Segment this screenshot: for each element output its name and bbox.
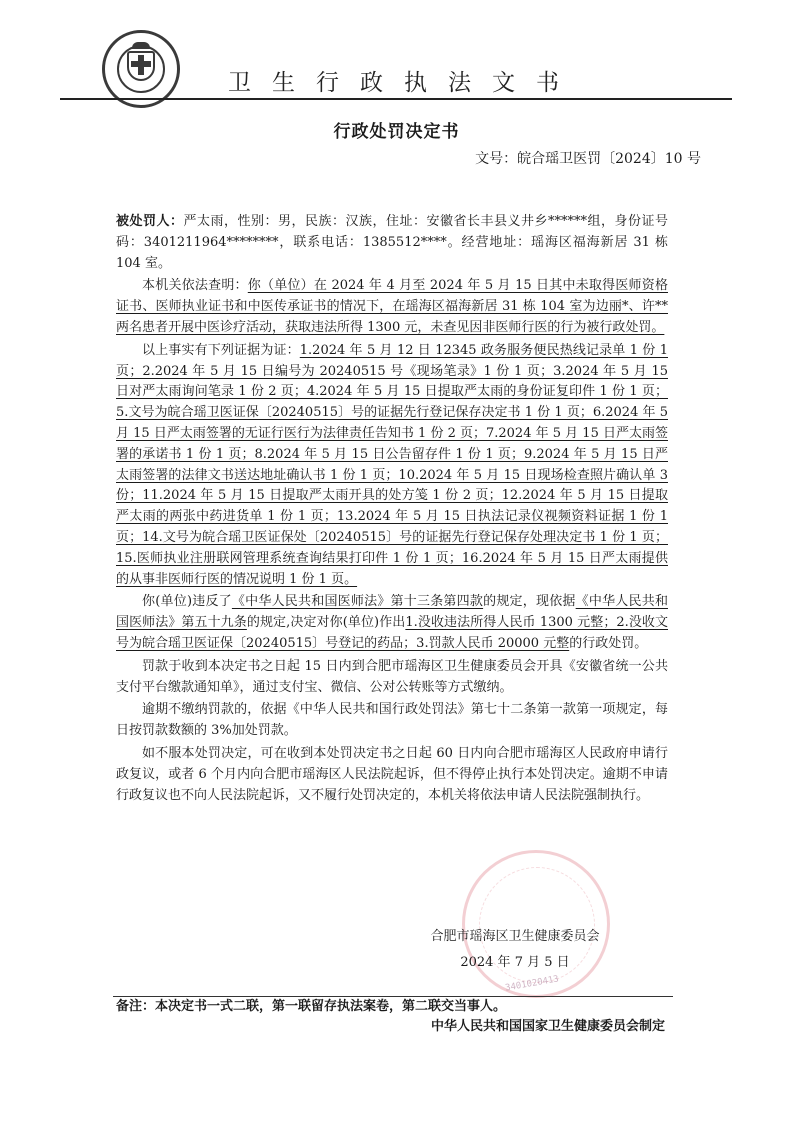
decision-b: 的规定，现依据	[483, 594, 576, 610]
document-title: 行政处罚决定书	[333, 122, 460, 142]
emblem-cross-bar	[131, 61, 151, 67]
party-paragraph	[116, 212, 668, 274]
late-payment-paragraph: 逾期不缴纳罚款的，依据《中华人民共和国行政处罚法》第七十二条第一款第一项规定，每日按罚款数额的 3%加处罚款。	[116, 702, 668, 739]
signature-block	[400, 924, 630, 976]
party-label: 被处罚人：	[116, 214, 184, 229]
decision-paragraph	[116, 592, 668, 654]
decision-law-violated: 《中华人民共和国医师法》第十三条第四款	[231, 594, 484, 610]
decision-penalty: 1.没收违法所得人民币 1300 元整；2.没收文号为皖合瑶卫医证保〔20240515〕号登记的药品；3.罚款人民币 20000 元整	[116, 615, 669, 651]
decision-c: 的规定,决定对你(单位)作出	[246, 615, 406, 631]
payment-paragraph: 罚款于收到本决定书之日起 15 日内到合肥市瑶海区卫生健康委员会开具《安徽省统一公共支付平台缴款通知单》，通过支付宝、微信、公对公转账等方式缴纳。	[116, 658, 668, 695]
header-rule	[60, 98, 732, 100]
evidence-paragraph	[116, 341, 668, 591]
decision-d: 的行政处罚。	[569, 635, 648, 651]
signature-agency: 合肥市瑶海区卫生健康委员会	[430, 929, 600, 944]
appeal-paragraph: 如不服本处罚决定，可在收到本处罚决定书之日起 60 日内向合肥市瑶海区人民政府申请行政复议，或者 6 个月内向合肥市瑶海区人民法院起诉，但不得停止执行本处罚决定。逾期不申请行政复议也不向人民法院起诉，又不履行处罚决定的，本机关将依法申请人民法院强制执行。	[116, 745, 668, 803]
finding-paragraph	[116, 276, 668, 338]
document-body	[116, 212, 668, 808]
decision-law-basis: 《中华人民共和国医师法》第五十九条	[116, 594, 668, 631]
footer-rule	[113, 996, 673, 997]
footer-note: 备注：本决定书一式二联，第一联留存执法案卷，第二联交当事人。	[116, 999, 507, 1014]
emblem-cap-icon	[132, 42, 150, 49]
signature-date: 2024 年 7 月 5 日	[460, 955, 570, 970]
finding-text: 你（单位）在 2024 年 4 月至 2024 年 5 月 15 日其中未取得医师资格证书、医师执业证书和中医传承证书的情况下，在瑶海区福海新居 31 栋 104 室为边丽*、许**两名患者开展中医诊疗活动，获取违法所得 1300 元，未查见因非医师行医的行为被行政处罚。	[116, 278, 668, 335]
footer-issuer: 中华人民共和国国家卫生健康委员会制定	[430, 1019, 665, 1034]
finding-lead: 本机关依法查明：	[142, 278, 248, 294]
evidence-text: 1.2024 年 5 月 12 日 12345 政务服务便民热线记录单 1 份 1 页；2.2024 年 5 月 15 日编号为 20240515 号《现场笔录》1 份 1 页；3.2024 年 5 月 15 日对严太雨询问笔录 1 份 2 页；4.2024 年 5 月 15 日提取严太雨的身份证复印件 1 份 1 页；5.文号为皖合瑶卫医证保〔20240515〕号的证据先行登记保存决定书 1 份 1 页；6.2024 年 5 月 15 日严太雨签署的无证行医行为法律责任告知书 1 份 2 页；7.2024 年 5 月 15 日严太雨签署的承诺书 1 份 1 页；8.2024 年 5 月 15 日公告留存件 1 份 1 页；9.2024 年 5 月 15 日严太雨签署的法律文书送达地址确认书 1 份 1 页；10.2024 年 5 月 15 日现场检查照片确认单 3 份；11.2024 年 5 月 15 日提取严太雨开具的处方笺 1 份 2 页；12.2024 年 5 月 15 日提取严太雨的两张中药进货单 1 份 1 页；13.2024 年 5 月 15 日执法记录仪视频资料证据 1 份 1 页；14.文号为皖合瑶卫医证保处〔20240515〕号的证据先行登记保存处理决定书 1 份 1 页；15.医师执业注册联网管理系统查询结果打印件 1 份 1 页；16.2024 年 5 月 15 日严太雨提供的从事非医师行医的情况说明 1 份 1 页。	[116, 342, 668, 587]
seal-code: 3401020413	[504, 974, 560, 994]
evidence-lead: 以上事实有下列证据为证：	[142, 342, 300, 358]
party-text: 严太雨，性别：男，民族：汉族，住址：安徽省长丰县义井乡******组，身份证号码：3401211964********，联系电话：1385512****。经营地址：瑶海区福海新居 31 栋 104 室。	[116, 214, 668, 271]
document-number: 文号：皖合瑶卫医罚〔2024〕10 号	[475, 151, 701, 167]
header-title: 卫生行政执法文书	[228, 70, 580, 96]
decision-a: 你(单位)违反了	[142, 594, 232, 610]
health-inspection-emblem	[102, 30, 180, 108]
